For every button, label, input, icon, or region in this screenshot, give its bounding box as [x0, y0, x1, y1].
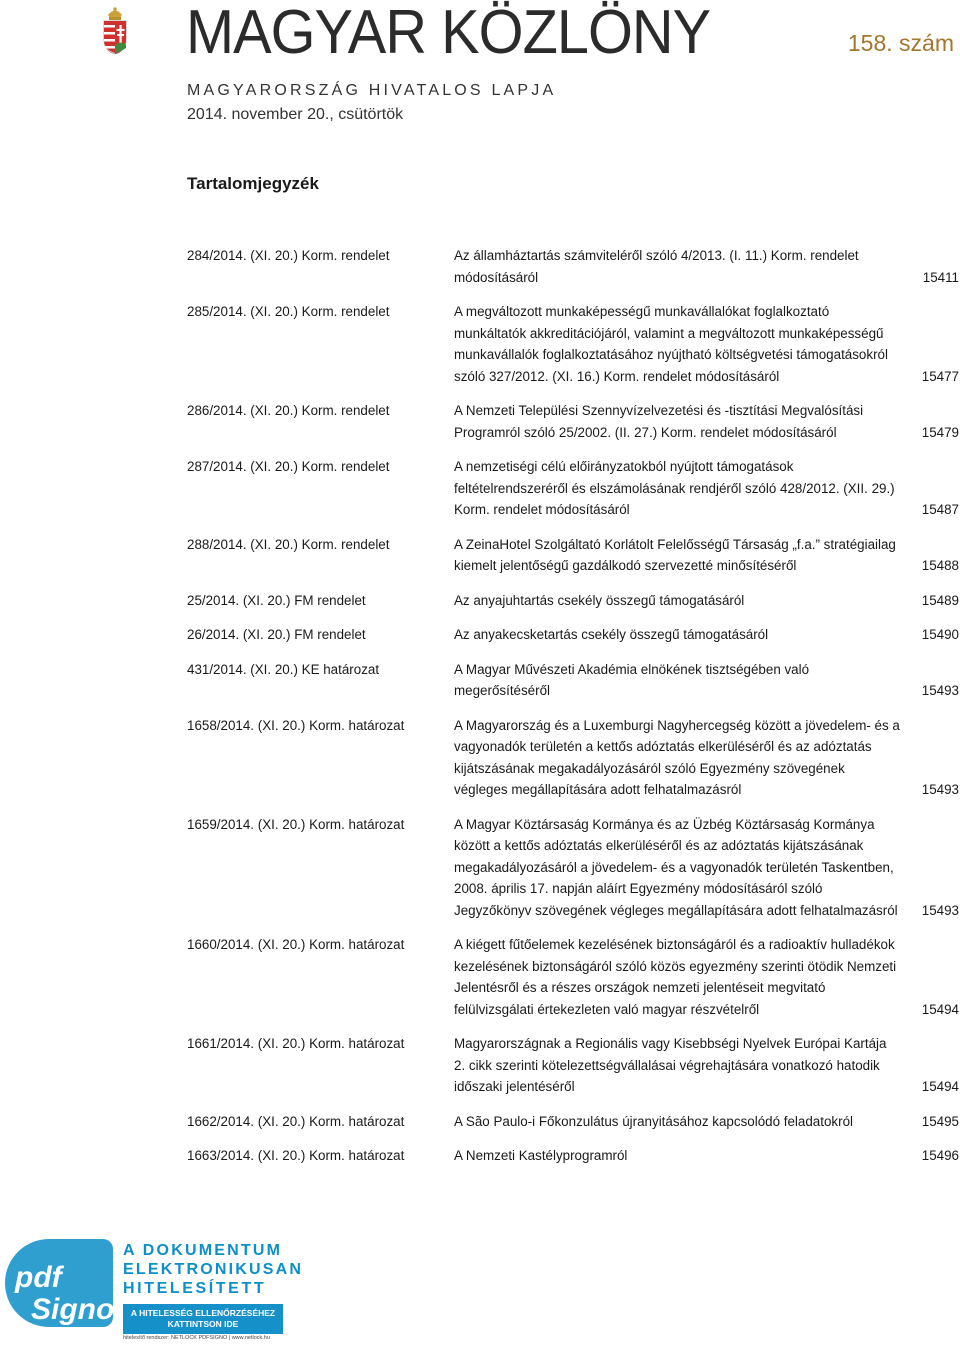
toc-entry-ref: 1661/2014. (XI. 20.) Korm. határozat — [187, 1036, 405, 1051]
logo-text-top: pdf — [15, 1261, 62, 1294]
toc-entry-title: Az államháztartás számviteléről szóló 4/2013. (I. 11.) Korm. rendelet módosításáról — [454, 248, 859, 285]
table-of-contents — [187, 245, 959, 1167]
authentication-badge[interactable] — [5, 1228, 304, 1344]
toc-entry-page: 15493 — [921, 683, 959, 698]
toc-entry-page: 15477 — [921, 368, 959, 384]
toc-entry-title: Az anyajuhtartás csekély összegű támogatásáról — [454, 592, 745, 608]
toc-entry-ref: 285/2014. (XI. 20.) Korm. rendelet — [187, 304, 390, 319]
toc-entry-page: 15496 — [921, 1148, 959, 1163]
toc-entry-page: 15487 — [921, 502, 959, 517]
pdfsigno-logo — [5, 1239, 113, 1327]
toc-entry-page: 15493 — [921, 902, 959, 918]
issue-number: 158. szám — [847, 30, 954, 56]
toc-entry-ref: 288/2014. (XI. 20.) Korm. rendelet — [187, 536, 390, 552]
toc-entry-page: 15494 — [921, 1001, 959, 1017]
toc-entry-page: 15411 — [922, 269, 959, 285]
toc-heading: Tartalomjegyzék — [187, 174, 319, 193]
logo-text-bottom: Signo — [31, 1293, 115, 1326]
toc-entry[interactable] — [187, 1033, 959, 1098]
toc-entry[interactable] — [187, 934, 959, 1020]
toc-entry-title: A Magyarország és a Luxemburgi Nagyhercegség között a jövedelem- és a vagyonadók területén a kettős adóztatás elkerüléséről és az adóztatás kijátszásának megakadályozásáról szóló Egyezmény szövegének végleges megállapítására adott felhatalmazásról — [454, 717, 900, 797]
publication-subtitle: MAGYARORSZÁG HIVATALOS LAPJA — [187, 82, 557, 99]
toc-entry-ref: 284/2014. (XI. 20.) Korm. rendelet — [187, 248, 390, 263]
toc-entry-title: A nemzetiségi célú előirányzatokból nyújtott támogatások feltételrendszeréről és elszámolásának rendjéről szóló 428/2012. (XII. 29.) Korm. rendelet módosításáról — [454, 459, 895, 517]
toc-entry-title: Magyarországnak a Regionális vagy Kisebbségi Nyelvek Európai Kartája 2. cikk szerinti kötelezettségvállalásai végrehajtására vonatkozó hatodik időszaki jelentéséről — [454, 1036, 887, 1094]
toc-entry-ref: 1663/2014. (XI. 20.) Korm. határozat — [187, 1148, 405, 1163]
toc-entry-ref: 1659/2014. (XI. 20.) Korm. határozat — [187, 816, 405, 832]
toc-entry-ref: 25/2014. (XI. 20.) FM rendelet — [187, 592, 366, 608]
toc-entry-ref: 26/2014. (XI. 20.) FM rendelet — [187, 627, 366, 642]
masthead-title: MAGYAR KÖZLÖNY — [186, 0, 711, 67]
toc-entry-ref: 286/2014. (XI. 20.) Korm. rendelet — [187, 403, 390, 418]
toc-entry[interactable] — [187, 624, 959, 646]
toc-entry-page: 15488 — [921, 558, 959, 573]
toc-entry-ref: 1658/2014. (XI. 20.) Korm. határozat — [187, 717, 405, 733]
verify-link-line-1: A HITELESSÉG ELLENŐRZÉSÉHEZ — [130, 1308, 276, 1318]
badge-footer: hitelesítő rendszer: NETLOCK PDFSIGNO | www.netlock.hu — [123, 1335, 270, 1341]
toc-entry-title: A megváltozott munkaképességű munkavállalókat foglalkoztató munkáltatók akkreditációjáról, valamint a megváltozott munkaképességű munkavállalók foglalkoztatásához nyújtható költségvetési támogatásokról szóló 327/2012. (XI. 16.) Korm. rendelet módosításáról — [454, 304, 888, 384]
toc-entry-title: A kiégett fűtőelemek kezelésének biztonságáról és a radioaktív hulladékok kezelésének biztonságáról szóló közös egyezmény szerinti ötödik Nemzeti Jelentésről és a részes országok nemzeti jelentéseit megvitató felülvizsgálati értekezleten való magyar részvételről — [454, 937, 897, 1017]
toc-entry-title: Az anyakecsketartás csekély összegű támogatásáról — [454, 627, 769, 642]
toc-entry[interactable] — [187, 301, 959, 387]
toc-entry-page: 15479 — [921, 424, 959, 440]
toc-entry[interactable] — [187, 715, 959, 801]
toc-entry-title: A Magyar Művészeti Akadémia elnökének tisztségében való megerősítéséről — [454, 661, 810, 698]
toc-entry-title: A Nemzeti Kastélyprogramról — [454, 1148, 628, 1163]
toc-entry-page: 15490 — [921, 627, 959, 642]
toc-entry[interactable] — [187, 590, 959, 612]
toc-entry[interactable] — [187, 659, 959, 702]
toc-entry-title: A Magyar Köztársaság Kormánya és az Üzbég Köztársaság Kormánya között a kettős adóztatás elkerüléséről és az adóztatás kijátszásának megakadályozásáról a jövedelem- és a vagyonadók területén Taskentben, 2008. április 17. napján aláírt Egyezmény módosításáról szóló Jegyzőkönyv szövegének végleges megállapítására adott felhatalmazásról — [454, 816, 898, 918]
toc-entry-page: 15493 — [921, 782, 959, 797]
toc-entry-ref: 1662/2014. (XI. 20.) Korm. határozat — [187, 1113, 405, 1129]
badge-line-2: ELEKTRONIKUSAN — [123, 1261, 304, 1278]
publication-date: 2014. november 20., csütörtök — [187, 106, 404, 123]
toc-entry[interactable] — [187, 1145, 959, 1167]
badge-line-1: A DOKUMENTUM — [123, 1242, 283, 1259]
toc-entry-page: 15494 — [921, 1079, 959, 1094]
toc-entry-title: A São Paulo-i Főkonzulátus újranyitásához kapcsolódó feladatokról — [454, 1113, 853, 1129]
toc-entry[interactable] — [187, 814, 959, 922]
verify-link[interactable] — [123, 1304, 283, 1334]
toc-entry-page: 15489 — [921, 592, 959, 608]
coat-of-arms-icon — [100, 5, 130, 55]
toc-entry-ref: 287/2014. (XI. 20.) Korm. rendelet — [187, 459, 390, 474]
toc-entry-ref: 1660/2014. (XI. 20.) Korm. határozat — [187, 937, 405, 952]
badge-line-3: HITELESÍTETT — [123, 1280, 267, 1297]
toc-entry[interactable] — [187, 534, 959, 577]
toc-entry-page: 15495 — [921, 1113, 959, 1129]
toc-entry[interactable] — [187, 245, 959, 288]
toc-entry-title: A ZeinaHotel Szolgáltató Korlátolt Felelősségű Társaság „f.a.” stratégiailag kiemelt jelentőségű gazdálkodó szervezetté minősítéséről — [454, 536, 896, 573]
toc-entry[interactable] — [187, 1111, 959, 1133]
toc-entry[interactable] — [187, 456, 959, 521]
toc-entry-title: A Nemzeti Települési Szennyvízelvezetési és -tisztítási Megvalósítási Programról szóló 25/2002. (II. 27.) Korm. rendelet módosításáról — [454, 403, 864, 440]
toc-entry-ref: 431/2014. (XI. 20.) KE határozat — [187, 661, 380, 677]
verify-link-line-2: KATTINTSON IDE — [167, 1319, 239, 1329]
toc-entry[interactable] — [187, 400, 959, 443]
